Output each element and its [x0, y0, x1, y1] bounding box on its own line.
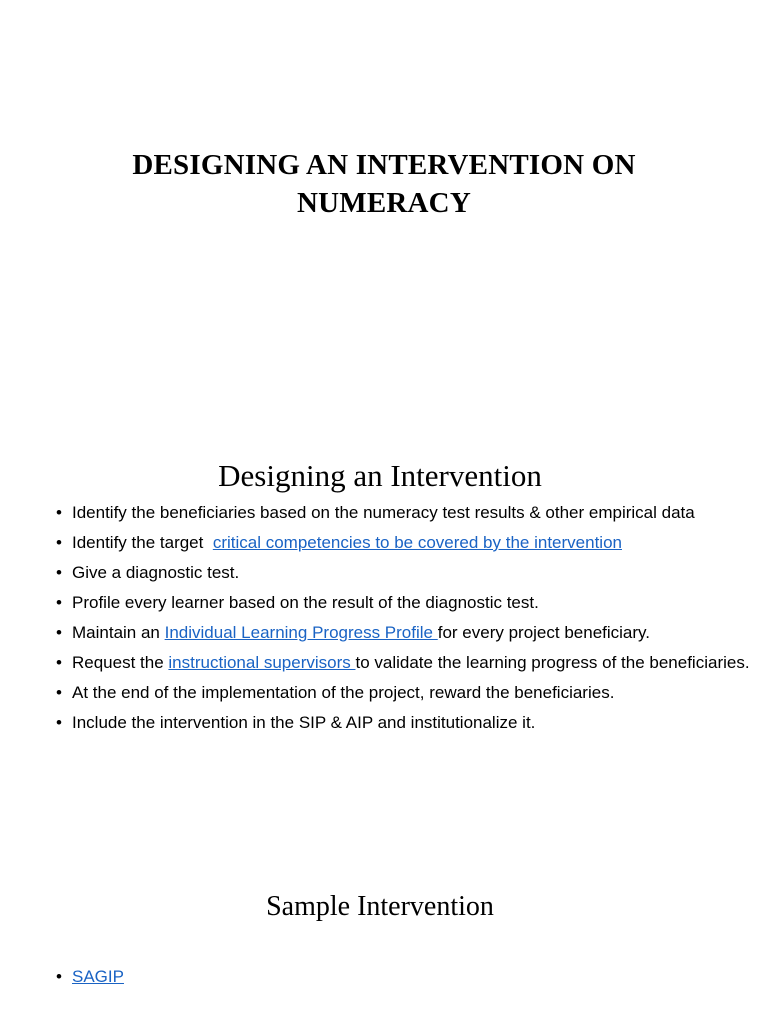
- list-item: [54, 966, 754, 987]
- list-item: [54, 622, 754, 643]
- bullet-icon: •: [56, 593, 62, 612]
- list-item-text: for every project beneficiary.: [437, 623, 651, 642]
- bullet-list-samples: [54, 966, 754, 996]
- list-item: [54, 652, 754, 673]
- section-heading-sample: Sample Intervention: [266, 891, 494, 922]
- bullet-icon: •: [56, 653, 62, 672]
- link-critical-competencies[interactable]: critical competencies to be covered by the intervention: [212, 533, 622, 552]
- link-sagip[interactable]: SAGIP: [72, 967, 124, 986]
- bullet-icon: •: [56, 683, 62, 702]
- link-instructional-supervisors[interactable]: instructional supervisors: [168, 653, 356, 672]
- bullet-icon: •: [56, 533, 62, 552]
- link-learning-progress-profile[interactable]: Individual Learning Progress Profile: [164, 623, 438, 642]
- list-item-text: Maintain an: [72, 623, 165, 642]
- list-item-text: Identify the beneficiaries based on the numeracy test results & other empirical data: [72, 503, 695, 522]
- slide-title-line-1: DESIGNING AN INTERVENTION ON: [132, 149, 636, 181]
- list-item-text: Identify the target: [72, 533, 213, 552]
- section-heading-designing: Designing an Intervention: [218, 458, 542, 493]
- bullet-icon: •: [56, 967, 62, 986]
- list-item-text: Profile every learner based on the result of the diagnostic test.: [72, 593, 539, 612]
- slide-title-line-2: NUMERACY: [297, 187, 471, 219]
- list-item: [54, 502, 754, 523]
- list-item: [54, 592, 754, 613]
- bullet-list-steps: [54, 502, 754, 742]
- list-item-text: Include the intervention in the SIP & AIP and institutionalize it.: [72, 713, 536, 732]
- list-item-text: Give a diagnostic test.: [72, 563, 240, 582]
- list-item: [54, 532, 754, 553]
- bullet-icon: •: [56, 503, 62, 522]
- bullet-icon: •: [56, 713, 62, 732]
- list-item: [54, 562, 754, 583]
- list-item: [54, 712, 754, 733]
- list-item-text: Request the: [72, 653, 169, 672]
- list-item: [54, 682, 754, 703]
- bullet-icon: •: [56, 623, 62, 642]
- slide-title: [0, 146, 768, 222]
- bullet-icon: •: [56, 563, 62, 582]
- list-item-text: to validate the learning progress of the beneficiaries.: [355, 653, 750, 672]
- list-item-text: At the end of the implementation of the project, reward the beneficiaries.: [72, 683, 615, 702]
